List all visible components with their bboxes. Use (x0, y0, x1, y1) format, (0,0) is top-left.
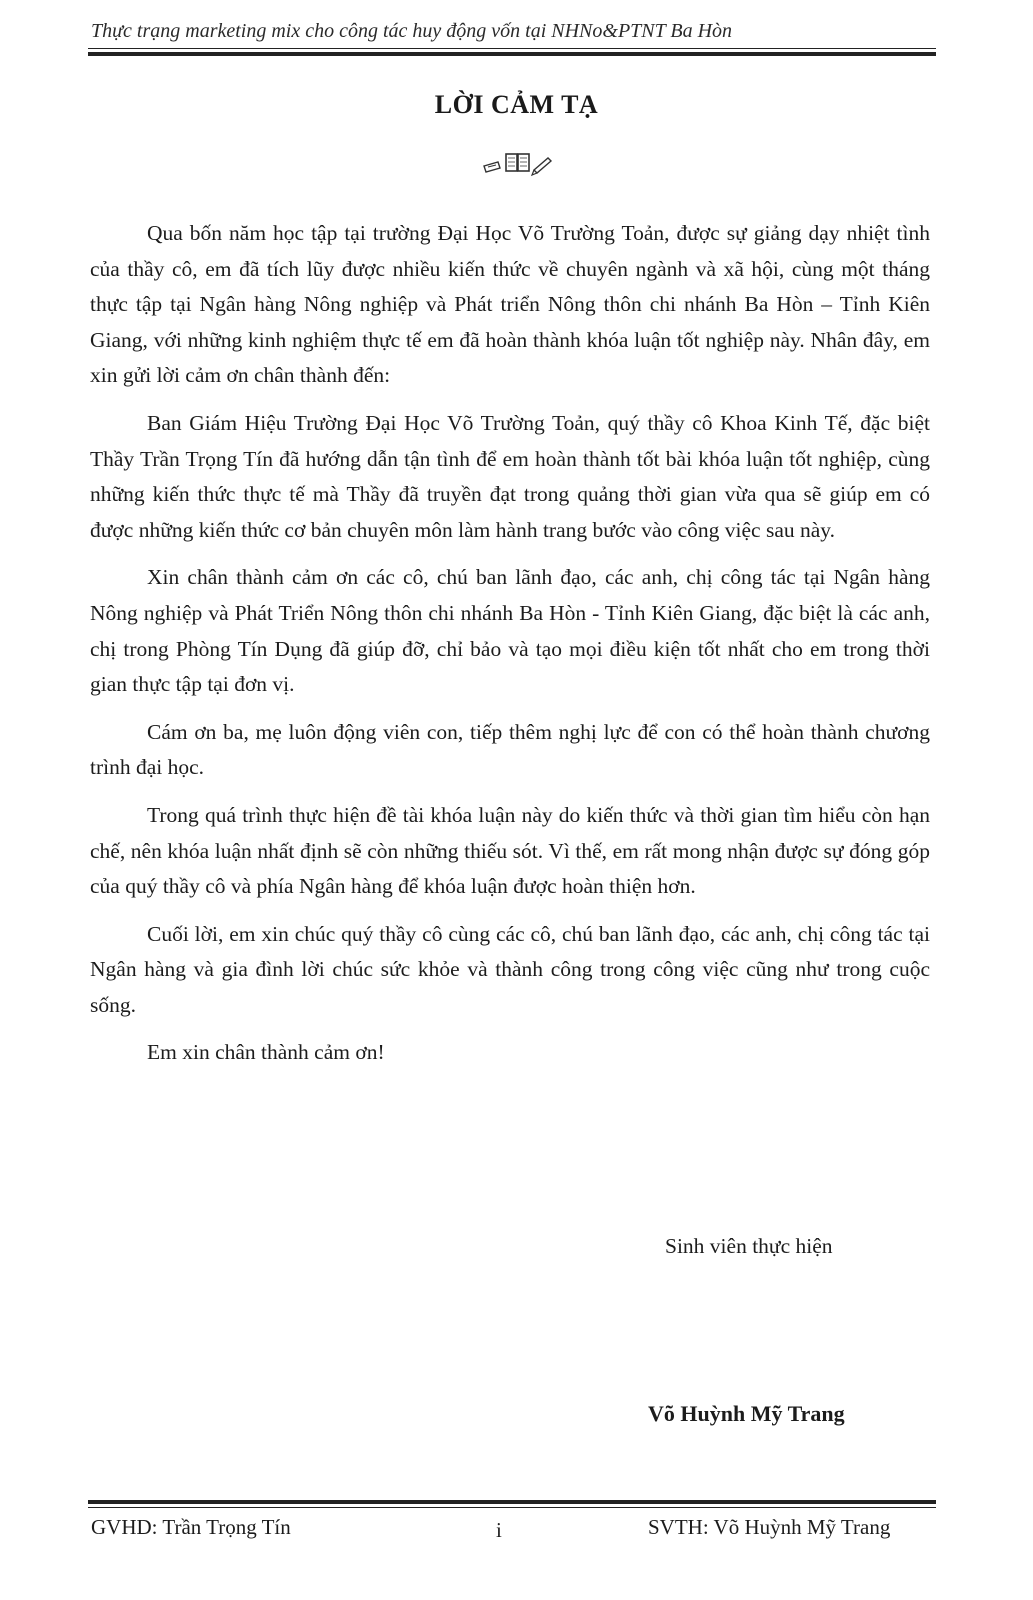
paragraph: Em xin chân thành cảm ơn! (147, 1040, 385, 1065)
paragraph: Trong quá trình thực hiện đề tài khóa luận này do kiến thức và thời gian tìm hiểu còn hạn chế, nên khóa luận nhất định sẽ còn những thiếu sót. Vì thế, em rất mong nhận được sự đóng góp của quý thầy cô và phía Ngân hàng để khóa luận được hoàn thiện hơn. (90, 802, 930, 899)
running-header: Thực trạng marketing mix cho công tác huy động vốn tại NHNo&PTNT Ba Hòn (91, 20, 733, 42)
acknowledgement-body (90, 216, 930, 1083)
signer-role: Sinh viên thực hiện (665, 1234, 833, 1258)
paragraph: Cuối lời, em xin chúc quý thầy cô cùng các cô, chú ban lãnh đạo, các anh, chị công tác tại Ngân hàng và gia đình lời chúc sức khỏe và thành công trong công việc cũng như trong cuộc sống. (90, 921, 930, 1017)
paragraph: Ban Giám Hiệu Trường Đại Học Võ Trường Toản, quý thầy cô Khoa Kinh Tế, đặc biệt Thầy Trần Trọng Tín đã hướng dẫn tận tình để em hoàn thành tốt bài khóa luận tốt nghiệp, cùng những kiến thức thực tế mà Thầy đã truyền đạt trong quảng thời gian vừa qua sẽ giúp em có được những kiến thức cơ bản chuyên môn làm hành trang bước vào công việc sau này. (90, 410, 930, 542)
book-ornament-icon (478, 148, 558, 178)
footer-student: SVTH: Võ Huỳnh Mỹ Trang (648, 1515, 891, 1539)
paragraph: Qua bốn năm học tập tại trường Đại Học Võ Trường Toản, được sự giảng dạy nhiệt tình của thầy cô, em đã tích lũy được nhiều kiến thức về chuyên ngành và xã hội, cùng một tháng thực tập tại Ngân hàng Nông nghiệp và Phát triển Nông thôn chi nhánh Ba Hòn – Tỉnh Kiên Giang, với những kinh nghiệm thực tế em đã hoàn thành khóa luận tốt nghiệp này. Nhân đây, em xin gửi lời cảm ơn chân thành đến: (90, 221, 930, 388)
signer-name: Võ Huỳnh Mỹ Trang (648, 1401, 845, 1426)
page-number: i (496, 1518, 502, 1542)
paragraph: Cám ơn ba, mẹ luôn động viên con, tiếp thêm nghị lực để con có thể hoàn thành chương trình đại học. (90, 719, 930, 780)
page-title: LỜI CẢM TẠ (434, 90, 599, 119)
header-rule-thick (88, 52, 936, 56)
footer-rule-thick (88, 1500, 936, 1504)
header-rule (88, 48, 936, 49)
footer-advisor: GVHD: Trần Trọng Tín (91, 1515, 291, 1539)
paragraph: Xin chân thành cảm ơn các cô, chú ban lãnh đạo, các anh, chị công tác tại Ngân hàng Nông nghiệp và Phát Triển Nông thôn chi nhánh Ba Hòn - Tỉnh Kiên Giang, đặc biệt là các anh, chị trong Phòng Tín Dụng đã giúp đỡ, chỉ bảo và tạo mọi điều kiện tốt nhất cho em trong thời gian thực tập tại đơn vị. (90, 565, 930, 697)
footer-rule (88, 1507, 936, 1508)
